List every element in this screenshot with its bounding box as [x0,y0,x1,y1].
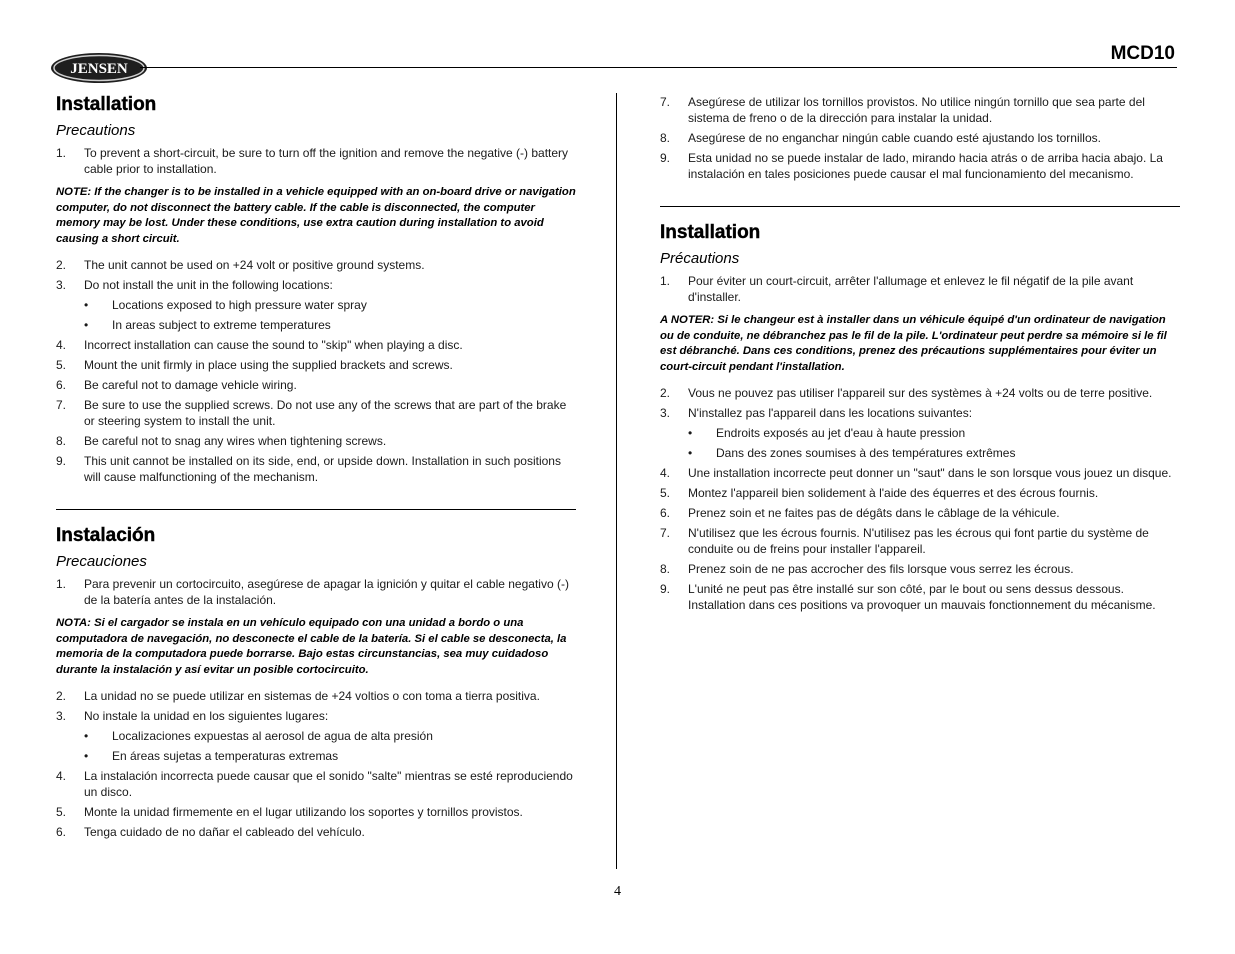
column-divider [616,93,617,869]
item-text: Esta unidad no se puede instalar de lado, mirando hacia atrás o de arriba hacia abajo. La instalación en tales posiciones puede causar el mal funcionamiento del mecanismo. [688,151,1163,181]
item-text: No instale la unidad en los siguientes lugares: [84,709,329,723]
list-item [56,277,576,293]
list-item [56,824,576,840]
item-number: 7. [660,526,671,540]
bullet-icon: • [84,729,89,743]
item-number: 3. [56,709,67,723]
item-number: 8. [660,131,671,145]
item-text: Be sure to use the supplied screws. Do not use any of the screws that are part of the brake or steering system to install the unit. [84,398,567,428]
item-number: 6. [56,378,67,392]
model-number: MCD10 [1110,43,1175,64]
logo-text: JENSEN [70,61,128,77]
item-number: 8. [660,562,671,576]
note-english: NOTE: If the changer is to be installed in a vehicle equipped with an on-board drive or navigation computer, do not disconnect the battery cable. If the cable is disconnected, the computer memory may be lost. Under these conditions, use extra caution during installation to avoid causing a short circuit. [56,186,576,245]
item-text: Monte la unidad firmemente en el lugar utilizando los soportes y tornillos provistos. [84,805,523,819]
item-text: Be careful not to damage vehicle wiring. [84,378,297,392]
item-number: 2. [56,689,67,703]
left-column [56,94,576,844]
item-number: 7. [56,398,67,412]
item-text: To prevent a short-circuit, be sure to turn off the ignition and remove the negative (-) battery cable prior to installation. [84,146,569,176]
item-text: The unit cannot be used on +24 volt or positive ground systems. [84,258,425,272]
section-spanish [56,525,576,840]
list-item [660,130,1180,146]
list-item [56,397,576,429]
bullet-item [84,748,576,764]
list-item [660,385,1180,401]
page-number: 4 [614,884,621,899]
section-divider [56,509,576,510]
bullet-icon: • [84,749,89,763]
list-item [660,581,1180,613]
item-text: Pour éviter un court-circuit, arrêter l'allumage et enlevez le fil négatif de la pile avant d'installer. [688,274,1134,304]
item-text: Asegúrese de utilizar los tornillos provistos. No utilice ningún tornillo que sea parte del sistema de freno o de la dirección para instalar la unidad. [688,95,1145,125]
item-number: 3. [56,278,67,292]
item-text: This unit cannot be installed on its side, end, or upside down. Installation in such positions will cause malfunctioning of the mechanism. [84,454,561,484]
section-divider [660,206,1180,207]
item-number: 2. [660,386,671,400]
item-text: Incorrect installation can cause the sound to "skip" when playing a disc. [84,338,463,352]
bullet-item [84,297,576,313]
list-item [56,804,576,820]
item-number: 1. [56,146,67,160]
item-number: 4. [660,466,671,480]
item-number: 9. [56,454,67,468]
item-text: Be careful not to snag any wires when tightening screws. [84,434,387,448]
item-text: Para prevenir un cortocircuito, asegúrese de apagar la ignición y quitar el cable negativo (-) de la batería antes de la instalación. [84,577,569,607]
item-number: 5. [56,805,67,819]
list-item [660,485,1180,501]
list-item [660,150,1180,182]
list-item [56,708,576,724]
subtitle-french: Précautions [660,250,740,267]
item-number: 5. [56,358,67,372]
bullet-text: Dans des zones soumises à des températures extrêmes [716,446,1016,460]
section-english [56,94,576,485]
section-spanish-continued [660,94,1180,182]
list-item [660,273,1180,305]
bullet-icon: • [688,446,693,460]
bullet-text: Locations exposed to high pressure water spray [112,298,367,312]
list-item [56,357,576,373]
section-title-spanish: Instalación [56,525,156,546]
list-item [660,505,1180,521]
bullet-text: Endroits exposés au jet d'eau à haute pression [716,426,966,440]
jensen-logo [50,52,148,84]
item-number: 7. [660,95,671,109]
bullet-text: En áreas sujetas a temperaturas extremas [112,749,339,763]
bullet-icon: • [688,426,693,440]
list-item [56,145,576,177]
item-number: 9. [660,151,671,165]
item-number: 2. [56,258,67,272]
item-text: Montez l'appareil bien solidement à l'aide des équerres et des écrous fournis. [688,486,1099,500]
item-text: Do not install the unit in the following locations: [84,278,333,292]
bullet-icon: • [84,318,89,332]
list-item [660,525,1180,557]
item-text: N'installez pas l'appareil dans les locations suivantes: [688,406,973,420]
item-number: 1. [660,274,671,288]
header-rule [140,67,1177,68]
list-item [56,688,576,704]
item-number: 4. [56,338,67,352]
list-item [56,257,576,273]
item-number: 4. [56,769,67,783]
list-item [56,337,576,353]
bullet-icon: • [84,298,89,312]
item-text: Prenez soin de ne pas accrocher des fils lorsque vous serrez les écrous. [688,562,1074,576]
item-text: Asegúrese de no enganchar ningún cable cuando esté ajustando los tornillos. [688,131,1101,145]
subtitle-english: Precautions [56,122,136,139]
item-number: 9. [660,582,671,596]
list-item [660,94,1180,126]
bullet-item [688,425,1180,441]
item-text: Mount the unit firmly in place using the supplied brackets and screws. [84,358,453,372]
list-item [56,433,576,449]
item-text: Tenga cuidado de no dañar el cableado del vehículo. [84,825,365,839]
item-text: N'utilisez que les écrous fournis. N'utilisez pas les écrous qui font partie du système de conduite ou de freins pour installer l'appareil. [688,526,1149,556]
item-text: Une installation incorrecte peut donner un "saut" dans le son lorsque vous jouez un disque. [688,466,1172,480]
bullet-text: In areas subject to extreme temperatures [112,318,331,332]
list-item [56,768,576,800]
item-number: 6. [660,506,671,520]
note-french: A NOTER: Si le changeur est à installer dans un véhicule équipé d'un ordinateur de navigation ou de conduite, ne débranchez pas le fil de la pile. L'ordinateur peut perdre sa mémoire si le fil est débranché. Dans ces conditions, prenez des précautions supplémentaires pour éviter un court-circuit pendant l'installation. [660,314,1167,373]
bullet-item [84,728,576,744]
item-text: La instalación incorrecta puede causar que el sonido "salte" mientras se esté reproduciendo un disco. [84,769,573,799]
section-title-french: Installation [660,222,761,243]
item-number: 8. [56,434,67,448]
section-french [660,222,1180,613]
subtitle-spanish: Precauciones [56,553,147,570]
list-item [56,576,576,608]
item-number: 6. [56,825,67,839]
list-item [56,377,576,393]
bullet-item [688,445,1180,461]
list-item [660,561,1180,577]
list-item [660,405,1180,421]
bullet-item [84,317,576,333]
item-text: La unidad no se puede utilizar en sistemas de +24 voltios o con toma a tierra positiva. [84,689,540,703]
right-column [660,94,1180,617]
item-number: 5. [660,486,671,500]
item-text: Prenez soin et ne faites pas de dégâts dans le câblage de la véhicule. [688,506,1060,520]
item-number: 1. [56,577,67,591]
note-spanish: NOTA: Si el cargador se instala en un vehículo equipado con una unidad a bordo o una computadora de navegación, no desconecte el cable de la batería. Si el cable se desconecta, la memoria de la computadora puede borrarse. Bajo estas circunstancias, sea muy cuidadoso durante la instalación y así evitar un posible cortocircuito. [56,617,567,676]
item-text: Vous ne pouvez pas utiliser l'appareil sur des systèmes à +24 volts ou de terre positive. [688,386,1153,400]
item-text: L'unité ne peut pas être installé sur son côté, par le bout ou sens dessus dessous. Installation dans ces positions va provoquer un mauvais fonctionnement du mécanisme. [688,582,1156,612]
bullet-text: Localizaciones expuestas al aerosol de agua de alta presión [112,729,433,743]
item-number: 3. [660,406,671,420]
list-item [660,465,1180,481]
list-item [56,453,576,485]
section-title-english: Installation [56,94,157,115]
